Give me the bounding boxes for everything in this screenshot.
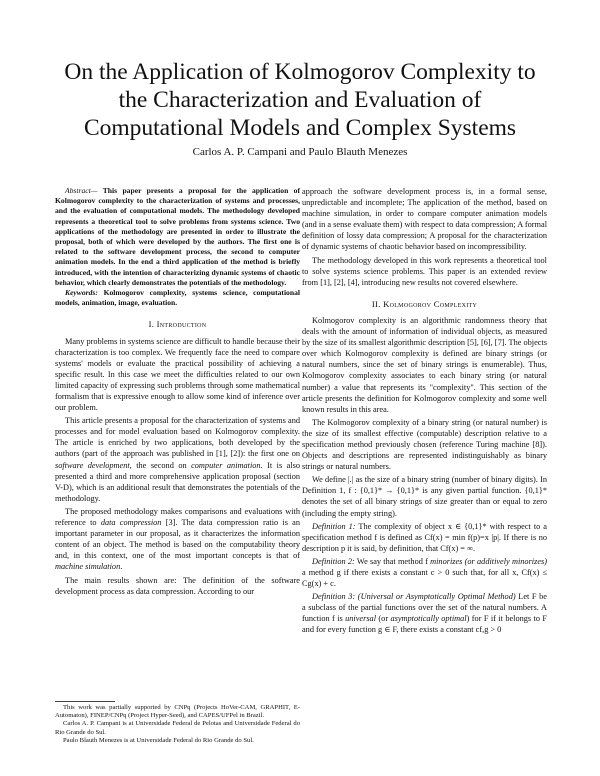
keywords-lead: Keywords: bbox=[65, 288, 98, 298]
intro-paragraph-3: The proposed methodology makes comparisons and evaluations with reference to data compression [3]. The data compression ratio is an important parameter in our proposal, as it characterizes the information content of an object. The method is based on the computability theory and, in this context, one of the most important concepts is that of machine simulation. bbox=[55, 506, 301, 572]
author-line: Carlos A. P. Campani and Paulo Blauth Menezes bbox=[192, 146, 408, 158]
intro-paragraph-4: The main results shown are: The definition of the software development process as data compression. According to our bbox=[55, 575, 300, 596]
intro-paragraph-1: Many problems in systems science are difficult to handle because their characterization is too complex. We frequently face the need to compare systems' models or evaluate the practical possibility of achieving a specific result. In this case we meet the difficulties related to our own limited capacity of expressing such problems through some mathematical formalism that is expressive enough to allow some kind of inference over our problem. bbox=[55, 336, 300, 413]
kc-paragraph-1: Kolmogorov complexity is an algorithmic randomness theory that deals with the amount of information of individual objects, as measured by the size of its smallest algorithmic description [5], [6], [7]. The objects over which Kolmogorov complexity is defined are binary strings (or natural numbers, since the set of binary strings is enumerable). Thus, Kolmogorov complexity associates to each binary string (or natural number) a value that represents its "complexity". This section of the article presents the definition for Kolmogorov complexity and some well known results in this area. bbox=[302, 315, 547, 414]
footnote-divider bbox=[55, 701, 115, 702]
definition-1: Definition 1: The complexity of object x ∈ {0,1}* with respect to a specification method f is defined as Cf(x) = min f(p)=x |p|. If there is no description p it is said, by definition, that Cf(x) = ∞. bbox=[302, 521, 547, 553]
keywords-text: Kolmogorov complexity, systems science, computational models, animation, image, evaluation. bbox=[55, 288, 300, 308]
right-column bbox=[302, 186, 547, 636]
keywords bbox=[55, 288, 300, 308]
kc-paragraph-2: The Kolmogorov complexity of a binary string (or natural number) is the size of its smallest effective (computable) description relative to a specification method previously chosen (reference Turing machine [8]). Objects and descriptions are represented indistinguishably as binary strings or natural numbers. bbox=[302, 417, 547, 472]
intro-paragraph-2: This article presents a proposal for the characterization of systems and processes and for model evaluation based on Kolmogorov complexity. The article is enriched by two applications, both developed by the authors (part of the approach was published in [1], [2]): the first one on software development, the second on computer animation. It is also presented a third and more comprehensive application proposal (section V-D), which is an additional result that demonstrates the potentials of the methodology. bbox=[55, 416, 301, 503]
footnotes bbox=[55, 701, 300, 745]
definition-3: Definition 3: (Universal or Asymptotically Optimal Method) Let F be a subclass of the partial functions over the set of the natural numbers. A function f is universal (or asymptotically optimal) for F if it belongs to F and for every function g ∈ F, there exists a constant cf,g > 0 bbox=[302, 592, 547, 635]
title-line-1: On the Application of Kolmogorov Complexity to bbox=[64, 59, 536, 85]
abstract bbox=[55, 186, 300, 288]
right-paragraph-1: approach the software development process is, in a formal sense, unpredictable and incomplete; The application of the method, based on machine simulation, in order to compare computer animation models (and in a sense evaluate them) with respect to data compression; A formal definition of lossy data compression; A proposal for the characterization of dynamic systems of chaotic behavior based on incompressibility. bbox=[302, 187, 547, 252]
footnote-funding: This work was partially supported by CNPq (Projects HoVer-CAM, GRAPHIT, E-Automaton), FINEP/CNPq (Project Hyper-Seed), and CAPES/UFPel in Brazil. bbox=[55, 704, 300, 720]
section-heading-kolmogorov: II. Kolmogorov Complexity bbox=[371, 298, 478, 309]
footnote-affiliation-1: Carlos A. P. Campani is at Universidade Federal de Pelotas and Universidade Federal do Rio Grande do Sul. bbox=[55, 720, 300, 736]
paper-title bbox=[30, 58, 570, 142]
title-line-3: Computational Models and Complex Systems bbox=[83, 115, 517, 141]
kc-paragraph-3: We define |.| as the size of a binary string (number of binary digits). In Definition 1, f : {0,1}* → {0,1}* is any given partial function. {0,1}* denotes the set of all binary strings of size greater than or equal to zero (including the empty string). bbox=[302, 475, 547, 518]
left-column bbox=[55, 186, 300, 597]
footnote-affiliation-2: Paulo Blauth Menezes is at Universidade Federal do Rio Grande do Sul. bbox=[63, 736, 254, 744]
abstract-text: This paper presents a proposal for the application of Kolmogorov complexity to the characterization of systems and processes, and the evaluation of computational models. The methodology developed represents a theoretical tool to solve problems from systems science. Two applications of the methodology are presented in order to illustrate the proposal, both of which were developed by the authors. The first one is related to the software development process, the second to computer animation models. In the end a third application of the method is briefly introduced, with the intention of characterizing dynamic systems of chaotic behavior, which clearly demonstrates the potentials of the methodology. bbox=[55, 186, 300, 287]
abstract-lead: Abstract— bbox=[65, 186, 98, 195]
right-paragraph-2: The methodology developed in this work represents a theoretical tool to solve systems science problems. This paper is an extended review from [1], [2], [4], introducing new results not covered elsewhere. bbox=[302, 255, 547, 287]
title-line-2: the Characterization and Evaluation of bbox=[118, 87, 482, 113]
definition-2: Definition 2: We say that method f minorizes (or additively minorizes) a method g if there exists a constant c > 0 such that, for all x, Cf(x) ≤ Cg(x) + c. bbox=[302, 556, 548, 589]
section-heading-introduction: I. Introduction bbox=[148, 319, 207, 330]
